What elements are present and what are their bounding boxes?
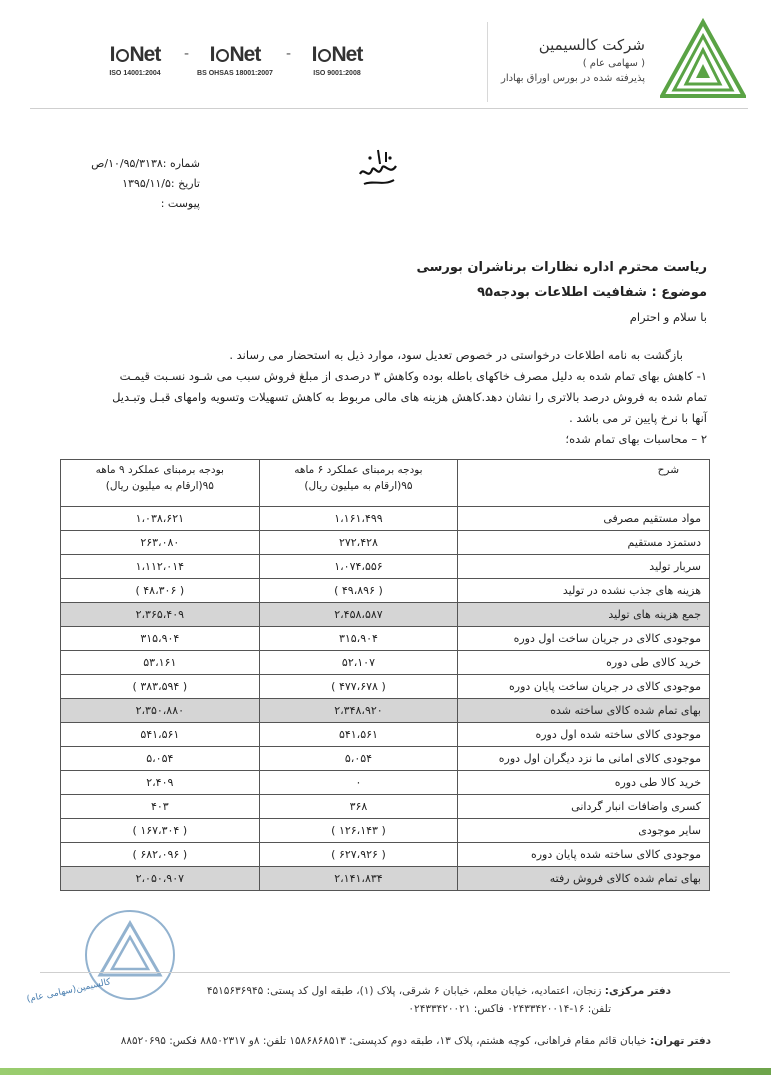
table-row	[61, 843, 710, 867]
row-value-9-month: ۵۴۱،۵۶۱	[61, 723, 260, 747]
row-value-9-month: ۵،۰۵۴	[61, 747, 260, 771]
body-line: آنها با نرخ پایین تر می باشد .	[569, 411, 707, 425]
row-value-6-month: ۲،۳۴۸،۹۲۰	[259, 699, 458, 723]
row-value-6-month: ۵۴۱،۵۶۱	[259, 723, 458, 747]
row-value-6-month: ۲،۴۵۸،۵۸۷	[259, 603, 458, 627]
table-row	[61, 795, 710, 819]
central-phones: تلفن: ۱۶-۰۲۴۳۳۴۲۰۰۱۴ فاکس: ۰۲۴۳۳۴۲۰۰۲۱	[408, 1003, 611, 1015]
header-9-line1: بودجه برمبنای عملکرد ۹ ماهه	[95, 464, 224, 476]
body-line: ۲ – محاسبات بهای تمام شده؛	[565, 432, 707, 446]
table-row	[61, 627, 710, 651]
table-row	[61, 819, 710, 843]
row-value-6-month: ۲۷۲،۴۲۸	[259, 531, 458, 555]
table-row	[61, 651, 710, 675]
row-value-6-month: ( ۴۷۷،۶۷۸ )	[259, 675, 458, 699]
iqnet-logo: I Net	[311, 43, 363, 66]
row-desc: بهای تمام شده کالای ساخته شده	[458, 699, 710, 723]
row-desc: جمع هزینه های تولید	[458, 603, 710, 627]
header-6-month	[259, 460, 458, 507]
greeting: با سلام و احترام	[629, 310, 707, 324]
header-desc: شرح	[458, 460, 710, 507]
company-listing: پذیرفته شده در بورس اوراق بهادار	[501, 73, 645, 84]
row-value-9-month: ۱،۱۱۲،۰۱۴	[61, 555, 260, 579]
subject: موضوع : شفافیت اطلاعات بودجه۹۵	[477, 285, 707, 300]
letter-meta	[70, 154, 200, 214]
table-row	[61, 699, 710, 723]
tehran-office	[31, 1035, 711, 1047]
header-6-line2: ۹۵(ارقام به میلیون ریال)	[304, 480, 413, 492]
cert-iso14001	[96, 44, 174, 77]
body-line: تمام شده به فروش درصد بالاتری را نشان دهد.کاهش هزینه های مالی مربوط به کاهش تسهیلات وتسویه وامهای قبـل وتبـدیل	[112, 390, 707, 404]
row-value-9-month: ۲،۴۰۹	[61, 771, 260, 795]
central-address-line	[71, 985, 671, 997]
company-block	[501, 36, 645, 84]
header-rule	[30, 108, 748, 109]
row-value-9-month: ۲۶۳،۰۸۰	[61, 531, 260, 555]
body-line: بازگشت به نامه اطلاعات درخواستی در خصوص تعدیل سود، موارد ذیل به استحضار می رساند .	[229, 348, 683, 362]
table-header-row	[61, 460, 710, 507]
table-row	[61, 579, 710, 603]
row-value-6-month: ۲،۱۴۱،۸۳۴	[259, 867, 458, 891]
row-value-6-month: ۵،۰۵۴	[259, 747, 458, 771]
cert-code: BS OHSAS 18001:2007	[197, 70, 273, 77]
table-row	[61, 771, 710, 795]
central-address: زنجان، اعتمادیه، خیابان معلم، خیابان ۶ شرقی، پلاک (۱)، طبقه اول کد پستی: ۴۵۱۵۶۳۶۹۴۵	[206, 985, 602, 997]
cert-ohsas18001	[196, 44, 274, 77]
row-value-6-month: ( ۴۹،۸۹۶ )	[259, 579, 458, 603]
table-row	[61, 507, 710, 531]
row-value-6-month: ۳۶۸	[259, 795, 458, 819]
central-label: دفتر مرکزی:	[604, 985, 671, 997]
stamp-text: کالسیمین(سهامی عام)	[25, 977, 112, 1005]
table-row	[61, 723, 710, 747]
row-value-9-month: ۵۳،۱۶۱	[61, 651, 260, 675]
letter-body	[67, 345, 707, 450]
row-value-6-month: ۵۲،۱۰۷	[259, 651, 458, 675]
row-value-9-month: ( ۳۸۳،۵۹۴ )	[61, 675, 260, 699]
row-value-9-month: ۱،۰۳۸،۶۲۱	[61, 507, 260, 531]
row-desc: مواد مستقیم مصرفی	[458, 507, 710, 531]
company-logo	[660, 18, 746, 100]
table-row	[61, 603, 710, 627]
iqnet-logo: I Net	[109, 43, 161, 66]
row-value-9-month: ۴۰۳	[61, 795, 260, 819]
cost-table	[60, 459, 710, 891]
row-desc: موجودی کالای در جریان ساخت اول دوره	[458, 627, 710, 651]
row-desc: موجودی کالای ساخته شده پایان دوره	[458, 843, 710, 867]
row-value-9-month: ۲،۰۵۰،۹۰۷	[61, 867, 260, 891]
central-office	[71, 985, 671, 1015]
row-value-6-month: ۳۱۵،۹۰۴	[259, 627, 458, 651]
recipient: ریاست محترم اداره نظارات برناشران بورسی	[416, 260, 707, 275]
cert-iso9001	[298, 44, 376, 77]
row-desc: هزینه های جذب نشده در تولید	[458, 579, 710, 603]
tehran-address: خیابان قائم مقام فراهانی، کوچه هشتم، پلاک ۱۳، طبقه دوم کدپستی: ۱۵۸۶۸۶۸۵۱۳ تلفن: ۸و ۸۸۵۰۲۳۱۷ فکس: ۸۸۵۲۰۶۹۵	[120, 1035, 647, 1047]
row-value-6-month: ۱،۱۶۱،۴۹۹	[259, 507, 458, 531]
row-desc: دستمزد مستقیم	[458, 531, 710, 555]
row-desc: سایر موجودی	[458, 819, 710, 843]
cert-code: ISO 14001:2004	[109, 70, 161, 77]
row-value-9-month: ( ۶۸۲،۰۹۶ )	[61, 843, 260, 867]
divider-dash: -	[184, 46, 190, 62]
company-name: شرکت کالسیمین	[538, 36, 645, 54]
table-row	[61, 747, 710, 771]
table-row	[61, 531, 710, 555]
header-divider	[487, 22, 488, 102]
row-desc: موجودی کالای در جریان ساخت پایان دوره	[458, 675, 710, 699]
letter-attachment: پیوست :	[160, 197, 200, 210]
divider-dash: -	[286, 46, 292, 62]
bottom-accent-bar	[0, 1068, 771, 1075]
letter-date: تاریخ :۱۳۹۵/۱۱/۵	[122, 177, 200, 190]
iqnet-logo: I Net	[209, 43, 261, 66]
row-desc: خرید کالا طی دوره	[458, 771, 710, 795]
tehran-label: دفتر تهران:	[650, 1035, 711, 1047]
cert-code: ISO 9001:2008	[313, 70, 361, 77]
row-value-9-month: ( ۱۶۷،۳۰۴ )	[61, 819, 260, 843]
row-value-6-month: ( ۶۲۷،۹۲۶ )	[259, 843, 458, 867]
row-desc: موجودی کالای ساخته شده اول دوره	[458, 723, 710, 747]
table-row	[61, 675, 710, 699]
basmala-calligraphy	[350, 140, 406, 196]
row-value-9-month: ۳۱۵،۹۰۴	[61, 627, 260, 651]
row-value-9-month: ۲،۳۶۵،۴۰۹	[61, 603, 260, 627]
row-desc: کسری واضافات انبار گردانی	[458, 795, 710, 819]
company-type: ( سهامی عام )	[582, 58, 645, 69]
row-desc: بهای تمام شده کالای فروش رفته	[458, 867, 710, 891]
header-9-line2: ۹۵(ارقام به میلیون ریال)	[105, 480, 214, 492]
header-6-line1: بودجه برمبنای عملکرد ۶ ماهه	[294, 464, 423, 476]
row-desc: خرید کالای طی دوره	[458, 651, 710, 675]
row-value-6-month: ( ۱۲۶،۱۴۳ )	[259, 819, 458, 843]
footer-rule	[40, 972, 730, 973]
header-9-month	[61, 460, 260, 507]
row-value-6-month: ۰	[259, 771, 458, 795]
table-row	[61, 555, 710, 579]
row-value-9-month: ۲،۳۵۰،۸۸۰	[61, 699, 260, 723]
row-desc: موجودی کالای امانی ما نزد دیگران اول دوره	[458, 747, 710, 771]
letter-number: شماره :۱۰/۹۵/۳۱۳۸/ص	[91, 157, 200, 170]
table-row	[61, 867, 710, 891]
body-line: ۱- کاهش بهای تمام شده به دلیل مصرف خاکهای باطله بوده وکاهش ۳ درصدی از مبلغ فروش سبب می شـود نسـبت قیمـت	[119, 369, 707, 383]
row-value-9-month: ( ۴۸،۳۰۶ )	[61, 579, 260, 603]
row-value-6-month: ۱،۰۷۴،۵۵۶	[259, 555, 458, 579]
row-desc: سربار تولید	[458, 555, 710, 579]
